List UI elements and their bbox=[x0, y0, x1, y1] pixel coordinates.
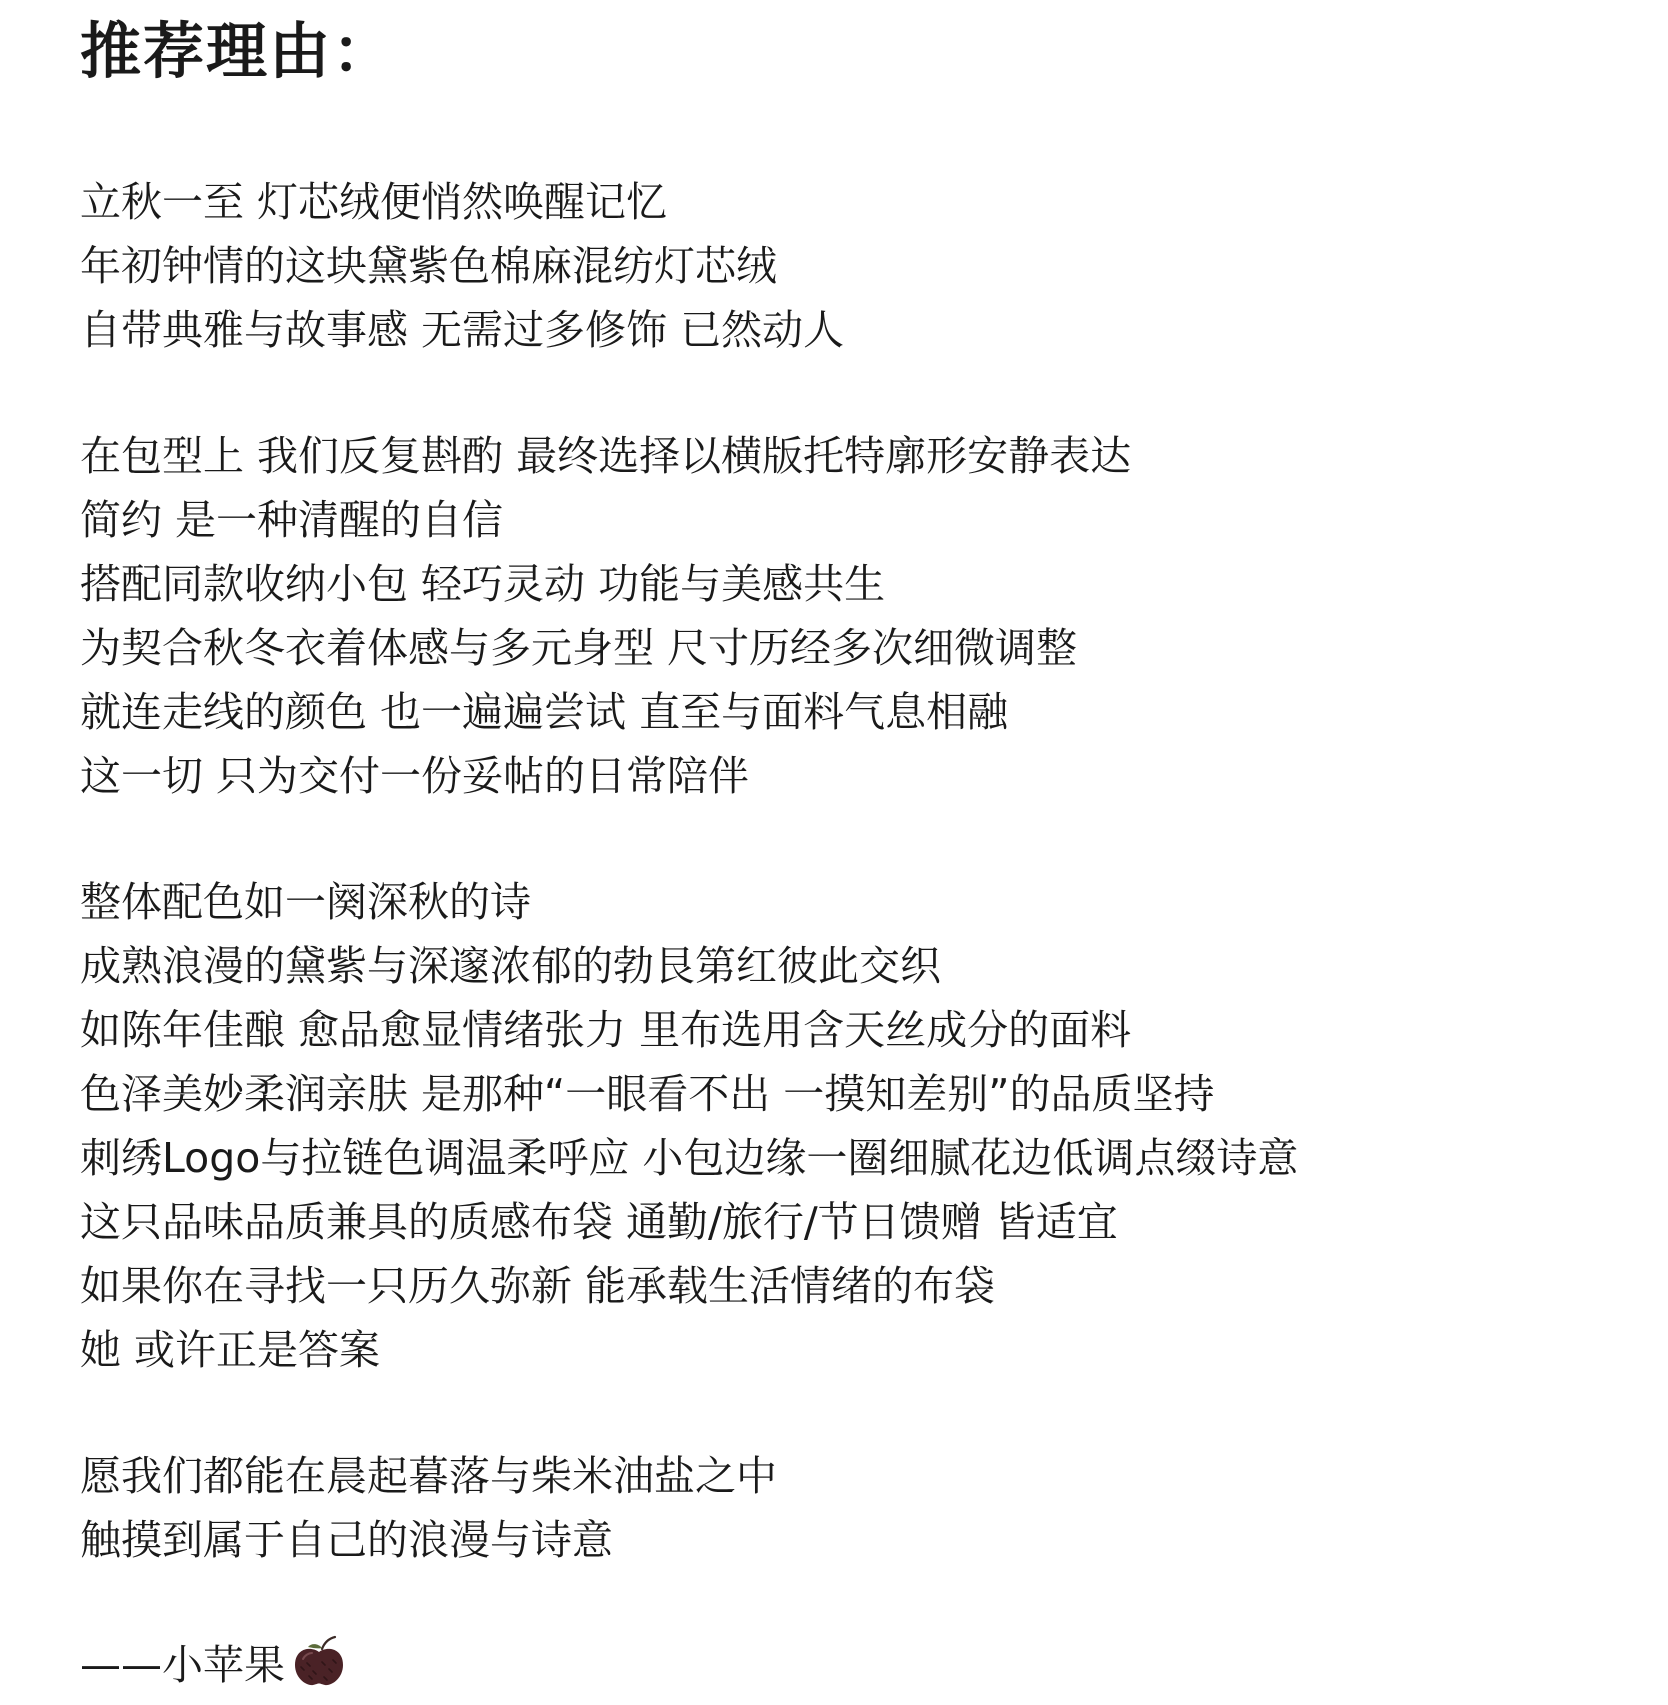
signature-text: ——小苹果 bbox=[80, 1641, 285, 1689]
paragraph-1 bbox=[80, 170, 1628, 362]
text-line: 如陈年佳酿 愈品愈显情绪张力 里布选用含天丝成分的面料 bbox=[80, 1006, 1132, 1054]
signature bbox=[80, 1633, 1628, 1697]
text-line: 为契合秋冬衣着体感与多元身型 尺寸历经多次细微调整 bbox=[80, 624, 1078, 672]
text-line: 这只品味品质兼具的质感布袋 通勤/旅行/节日馈赠 皆适宜 bbox=[80, 1198, 1118, 1246]
paragraph-3 bbox=[80, 870, 1628, 1382]
text-line: 简约 是一种清醒的自信 bbox=[80, 496, 504, 544]
text-line: 愿我们都能在晨起暮落与柴米油盐之中 bbox=[80, 1452, 777, 1500]
page-title: 推荐理由： bbox=[80, 16, 396, 87]
document-page bbox=[80, 12, 1628, 1697]
text-line: 就连走线的颜色 也一遍遍尝试 直至与面料气息相融 bbox=[80, 688, 1009, 736]
text-line: 刺绣Logo与拉链色调温柔呼应 小包边缘一圈细腻花边低调点缀诗意 bbox=[80, 1134, 1299, 1182]
text-line: 在包型上 我们反复斟酌 最终选择以横版托特廓形安静表达 bbox=[80, 432, 1132, 480]
paragraph-4 bbox=[80, 1444, 1628, 1572]
text-line: 搭配同款收纳小包 轻巧灵动 功能与美感共生 bbox=[80, 560, 886, 608]
text-line: 触摸到属于自己的浪漫与诗意 bbox=[80, 1516, 613, 1564]
paragraph-2 bbox=[80, 424, 1628, 808]
text-line: 自带典雅与故事感 无需过多修饰 已然动人 bbox=[80, 306, 845, 354]
text-line: 色泽美妙柔润亲肤 是那种“一眼看不出 一摸知差别”的品质坚持 bbox=[80, 1070, 1215, 1118]
text-line: 这一切 只为交付一份妥帖的日常陪伴 bbox=[80, 752, 750, 800]
apple-icon bbox=[289, 1635, 349, 1687]
text-line: 整体配色如一阕深秋的诗 bbox=[80, 878, 531, 926]
text-line: 成熟浪漫的黛紫与深邃浓郁的勃艮第红彼此交织 bbox=[80, 942, 941, 990]
text-line: 年初钟情的这块黛紫色棉麻混纺灯芯绒 bbox=[80, 242, 777, 290]
text-line: 如果你在寻找一只历久弥新 能承载生活情绪的布袋 bbox=[80, 1262, 996, 1310]
text-line: 她 或许正是答案 bbox=[80, 1326, 381, 1374]
text-line: 立秋一至 灯芯绒便悄然唤醒记忆 bbox=[80, 178, 668, 226]
